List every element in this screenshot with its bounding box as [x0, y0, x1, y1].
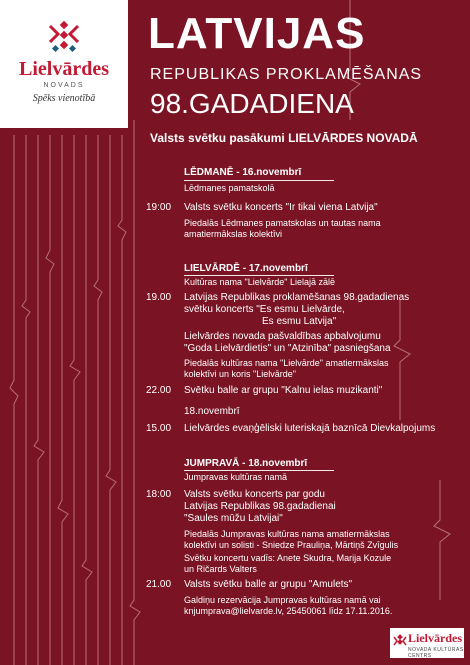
event-note: Piedalās Jumpravas kultūras nama amatiermākslas: [184, 529, 390, 539]
section-lielvarde-heading: LIELVĀRDĒ - 17.novembrī: [184, 263, 308, 274]
divider: [184, 275, 334, 276]
event-time: 21.00: [146, 579, 172, 590]
venue-jumprava: Jumpravas kultūras namā: [184, 472, 288, 482]
venue-ledmane: Lēdmanes pamatskolā: [184, 183, 275, 193]
event-title: Valsts svētku koncerts par godu: [184, 489, 325, 500]
venue-lielvarde: Kultūras nama "Lielvārde" Lielajā zālē: [184, 277, 335, 287]
event-note: amatiermākslas kolektīvi: [184, 229, 283, 239]
event-time: 15.00: [146, 423, 172, 434]
event-award: "Goda Lielvārdietis" un "Atzinība" pasniegšana: [184, 343, 391, 354]
event-award: Lielvārdes novada pašvaldības apbalvojumu: [184, 331, 381, 342]
municipality-logo: [0, 0, 128, 128]
tagline: Valsts svētku pasākumi LIELVĀRDES NOVADĀ: [150, 131, 418, 145]
event-note: Piedalās Lēdmanes pamatskolas un tautas nama: [184, 218, 381, 228]
logo-slogan: Spēks vienotībā: [32, 93, 96, 104]
divider: [184, 470, 334, 471]
event-title: Valsts svētku balle ar grupu "Amulets": [184, 579, 353, 590]
divider: [184, 180, 334, 181]
event-note: un Ričards Valters: [184, 564, 257, 574]
event-note: kolektīvi un solisti - Sniedze Prauliņa, Mārtiņš Zvīgulis: [184, 540, 399, 550]
event-time: 18:00: [146, 489, 172, 500]
page-subtitle: REPUBLIKAS PROKLAMĒŠANAS: [150, 66, 423, 83]
event-note: Svētku koncertu vadīs: Anete Skudra, Marija Kozule: [184, 553, 392, 563]
event-title: Lielvārdes evaņģēliski luteriskajā baznīcā Dievkalpojums: [184, 423, 436, 434]
event-title: Latvijas Republikas 98.gadadienai: [184, 501, 336, 512]
event-note: Galdiņu rezervācija Jumpravas kultūras namā vai: [184, 595, 381, 605]
event-title: Latvijas Republikas proklamēšanas 98.gadadienas: [184, 292, 410, 303]
footer-logo-subtitle: NOVADA KULTŪRAS CENTRS: [408, 647, 464, 659]
section-ledmane-heading: LĒDMANĒ - 16.novembrī: [184, 167, 302, 178]
emblem-icon: [393, 634, 407, 648]
culture-centre-logo: [390, 628, 464, 658]
event-title: Svētku balle ar grupu "Kalnu ielas muzikanti": [184, 385, 383, 396]
event-time: 19:00: [146, 202, 172, 213]
event-title: Es esmu Latvija": [262, 316, 337, 327]
logo-name: Lielvārdes: [19, 58, 109, 80]
event-note: Piedalās kultūras nama "Lielvārde" amatiermākslas: [184, 358, 389, 368]
anniversary-heading: 98.GADADIENA: [150, 88, 354, 119]
event-time: 19.00: [146, 292, 172, 303]
page-title: LATVIJAS: [148, 9, 366, 58]
event-title: svētku koncerts "Es esmu Lielvārde,: [184, 304, 345, 315]
event-note: kolektīvi un koris "Lielvārde": [184, 369, 296, 379]
logo-subtitle: NOVADS: [43, 82, 85, 89]
event-time: 22.00: [146, 385, 172, 396]
event-date: 18.novembrī: [184, 406, 240, 417]
event-title: "Saules mūžu Latvijai": [184, 513, 283, 524]
event-title: Valsts svētku koncerts "Ir tikai viena Latvija": [184, 202, 378, 213]
event-note: knjumprava@lielvarde.lv, 25450061 līdz 17.11.2016.: [184, 606, 393, 616]
emblem-icon: [44, 18, 84, 58]
footer-logo-name: Lielvārdes: [408, 631, 462, 645]
section-jumprava-heading: JUMPRAVĀ - 18.novembrī: [184, 458, 308, 469]
